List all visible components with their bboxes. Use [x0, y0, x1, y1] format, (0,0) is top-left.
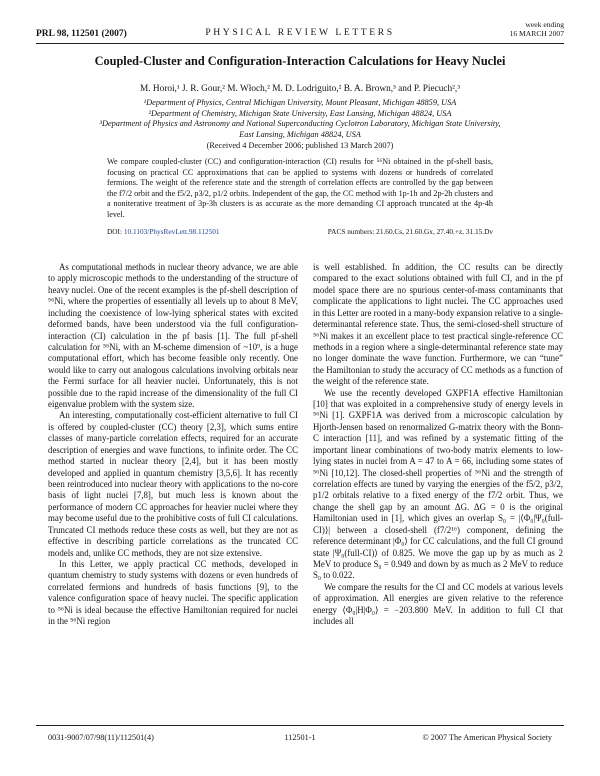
- paper-title: Coupled-Cluster and Configuration-Interaction Calculations for Heavy Nuclei: [94, 54, 506, 68]
- received-dates: (Received 4 December 2006; published 13 March 2007): [206, 141, 394, 150]
- author-list: M. Horoi,¹ J. R. Gour,² M. Włoch,² M. D. Lodriguito,² B. A. Brown,³ and P. Piecuch²,³: [139, 84, 461, 94]
- body-paragraph: We compare the results for the CI and CC models at various levels of approximation. All energies are given relative to the reference energy ⟨Φ₀|H|Φ₀⟩ = −203.800 MeV. In addition to full CI that includes all: [313, 581, 563, 627]
- footer-rule: [36, 725, 564, 726]
- doi: [107, 227, 220, 236]
- affiliation: ³Department of Physics and Astronomy and National Superconducting Cyclotron Laboratory, Michigan State University,: [99, 119, 501, 129]
- journal-reference: PRL 98, 112501 (2007): [36, 29, 127, 39]
- journal-name: PHYSICAL REVIEW LETTERS: [205, 27, 395, 38]
- abstract: We compare coupled-cluster (CC) and configuration-interaction (CI) results for ⁵⁶Ni obtained in the pf-shell basis, focusing on practical CC approximations that can be applied to systems with dozens or hundreds of correlated fermions. The weight of the reference state and the strength of correlation effects are controlled by the gap between the f7/2 orbit and the f5/2, p3/2, p1/2 orbits. Independent of the gap, the CC method with 1p-1h and 2p-2h clusters and a noniterative treatment of 3p-3h clusters is as accurate as the more demanding CI approach truncated at the 4p-4h level.: [107, 157, 493, 219]
- doi-label: DOI:: [107, 227, 122, 236]
- copyright: © 2007 The American Physical Society: [422, 733, 552, 742]
- left-column: [48, 262, 298, 628]
- body-paragraph: As computational methods in nuclear theory advance, we are able to apply microscopic methods to the understanding of the structure of heavy nuclei. One of the recent examples is the pf-shell description of ⁵⁶Ni, where the properties of essentially all levels up to about 8 MeV, including the coexistence of low-lying spherical states with excited deformed bands, have been understood via the full configuration-interaction (CI) calculation in the pf basis [1]. The full pf-shell calculation for ⁵⁶Ni, with an M-scheme dimension of ~10⁹, is a huge computational effort, which has become feasible only recently. One would like to carry out analogous calculations involving orbitals near the Fermi surface for all heavier nuclei. Unfortunately, this is not possible due to the rapid increase of the dimensionality of the full CI eigenvalue problem with the system size.: [48, 262, 298, 410]
- right-column: [313, 262, 563, 628]
- week-label: week ending: [525, 20, 564, 29]
- affiliation: East Lansing, Michigan 48824, USA: [239, 129, 361, 139]
- body-paragraph: We use the recently developed GXPF1A effective Hamiltonian [10] that was exploited in a comprehensive study of energy levels in ⁵⁶Ni [1]. GXPF1A was derived from a microscopic calculation by Hjorth-Jensen based on renormalized G-matrix theory with the Bonn-C interaction [11], and was refined by a systematic fitting of the important linear combinations of two-body matrix elements to low-lying states in nuclei from A = 47 to A = 66, including some states of ⁵⁶Ni [10,12]. The closed-shell properties of ⁵⁶Ni and the strength of correlation effects are tuned by varying the energies of the f5/2, p3/2, p1/2 orbitals relative to a fixed energy of the f7/2 orbit. Thus, we change the shell gap by an amount ΔG. ΔG = 0 is the original Hamiltonian used in [1], which gives an overlap S₀ = |⟨Φ₀|Ψ₀(full-CI)⟩| between a closed-shell (f7/2¹⁶) component, defining the reference determinant |Φ₀⟩ for CC calculations, and the full CI ground state |Ψ₀(full-CI)⟩ of 0.825. We move the gap up by as much as 2 MeV to produce S₀ = 0.949 and down by as much as 2 MeV to reduce S₀ to 0.022.: [313, 387, 563, 581]
- affiliation: ¹Department of Physics, Central Michigan University, Mount Pleasant, Michigan 48859, USA: [143, 98, 457, 107]
- affiliations: [40, 98, 560, 140]
- affiliation: ²Department of Chemistry, Michigan State University, East Lansing, Michigan 48824, USA: [148, 108, 452, 118]
- week-date: 16 MARCH 2007: [509, 29, 564, 38]
- issue-date: [510, 20, 564, 38]
- body-paragraph: is well established. In addition, the CC results can be directly compared to the exact solutions obtained with full CI, and in the pf model space there are no spurious center-of-mass contaminants that complicate the applications to light nuclei. The CC approaches used in this Letter are rooted in a many-body expansion relative to a single-determinantal reference state. Thus, the semi-closed-shell structure of ⁵⁶Ni makes it an excellent place to test practical single-reference CC methods in a region where a single-determinantal reference state may no longer dominate the wave function. Furthermore, we can “tune” the Hamiltonian to study the accuracy of CC methods as a function of the weight of the reference state.: [313, 262, 563, 387]
- running-header: [36, 20, 564, 42]
- pacs-numbers: PACS numbers: 21.60.Cs, 21.60.Gx, 27.40.+z, 31.15.Dv: [327, 227, 493, 236]
- header-rule: [36, 43, 564, 44]
- body-paragraph: An interesting, computationally cost-efficient alternative to full CI is offered by coupled-cluster (CC) theory [2,3], which sums entire classes of many-particle correlation effects, required for an accurate description of energies and wave functions, to infinite order. The CC method started in nuclear theory [2,4], but it has been mostly developed and applied in quantum chemistry [3,5,6]. It has recently been reintroduced into nuclear theory with applications to the no-core basis of light nuclei [7,8], but much less is known about the performance of modern CC approaches for heavier nuclei where they may become useful due to the prohibitive costs of full CI calculations. Truncated CI methods reduce these costs as well, but they are not as effective in describing particle correlations as the truncated CC models and, unlike CC methods, they are not size extensive.: [48, 410, 298, 558]
- doi-link[interactable]: 10.1103/PhysRevLett.98.112501: [123, 227, 220, 236]
- page-number: 112501-1: [284, 733, 316, 742]
- body-paragraph: In this Letter, we apply practical CC methods, developed in quantum chemistry to study systems with dozens or even hundreds of correlated fermions and hundreds of basis functions [9], to the valence configuration space of heavy nuclei. The specific application to ⁵⁶Ni is ideal because the effective Hamiltonian required for nuclei in the ⁵⁶Ni region: [48, 558, 298, 627]
- article-code: 0031-9007/07/98(11)/112501(4): [48, 733, 154, 742]
- page-footer: [48, 733, 552, 745]
